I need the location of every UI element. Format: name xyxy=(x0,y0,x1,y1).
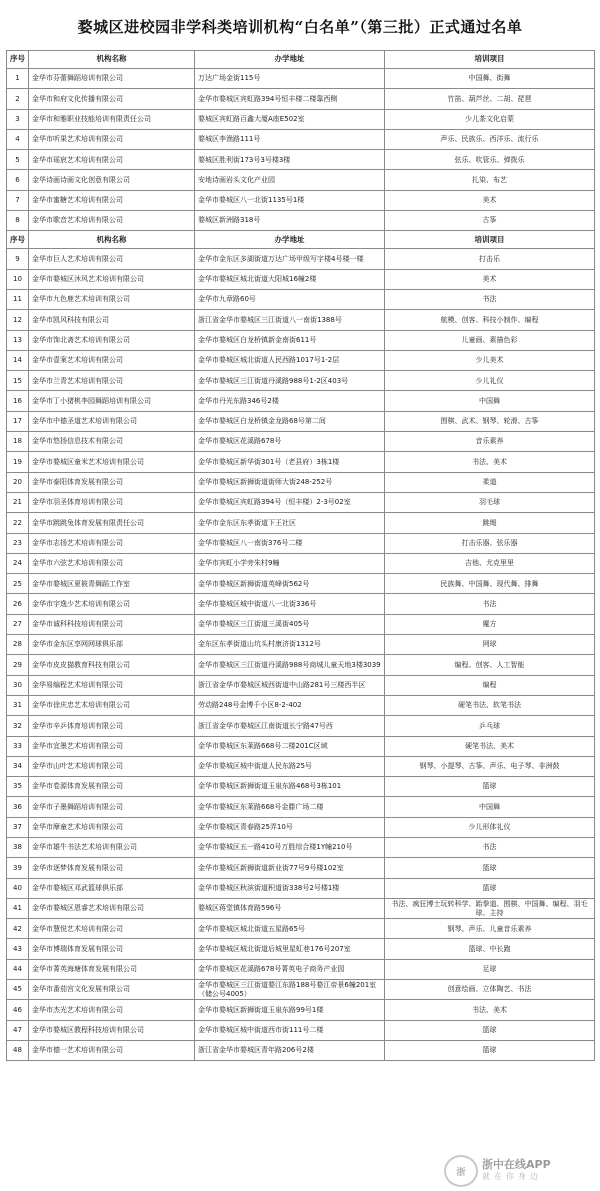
table-row xyxy=(7,432,595,452)
training-program: 书法 xyxy=(385,289,595,309)
row-number: 28 xyxy=(7,635,29,655)
school-address: 浙江省金华市婺城区青年路206号2楼 xyxy=(195,1040,385,1060)
institution-name: 金华市卷源体育发展有限公司 xyxy=(29,777,195,797)
school-address: 金华市婺城区三江街道丹溪路988号1-2区403号 xyxy=(195,371,385,391)
row-number: 36 xyxy=(7,797,29,817)
row-number: 45 xyxy=(7,980,29,1000)
training-program: 编程、创客、人工智能 xyxy=(385,655,595,675)
training-program: 篮球 xyxy=(385,777,595,797)
institution-name: 金华市番茄宫文化发展有限公司 xyxy=(29,980,195,1000)
row-number: 13 xyxy=(7,330,29,350)
row-number: 44 xyxy=(7,959,29,979)
row-number: 47 xyxy=(7,1020,29,1040)
school-address: 金华市婺城区东莱路668号金滕广场二楼 xyxy=(195,797,385,817)
training-program: 打击乐器、弦乐器 xyxy=(385,533,595,553)
row-number: 33 xyxy=(7,736,29,756)
institution-name: 金华市杰光艺术培训有限公司 xyxy=(29,1000,195,1020)
table-row xyxy=(7,310,595,330)
school-address: 婺城区胜利街173号3号楼3楼 xyxy=(195,150,385,170)
row-number: 26 xyxy=(7,594,29,614)
row-number: 5 xyxy=(7,150,29,170)
institution-name: 金华市博瑞体育发展有限公司 xyxy=(29,939,195,959)
institution-name: 金华市逐梦体育发展有限公司 xyxy=(29,858,195,878)
table-row xyxy=(7,878,595,898)
table-row xyxy=(7,190,595,210)
training-program: 篮球 xyxy=(385,1040,595,1060)
school-address: 金华市婺城区新华街301号（老县府）3栋1楼 xyxy=(195,452,385,472)
institution-name: 金华市悠扬信息技术有限公司 xyxy=(29,432,195,452)
institution-name: 金华市兰青艺术培训有限公司 xyxy=(29,371,195,391)
row-number: 2 xyxy=(7,89,29,109)
institution-name: 金华市雄牛书法艺术培训有限公司 xyxy=(29,837,195,857)
table-row xyxy=(7,533,595,553)
school-address: 金华市婺城区新狮街道英峰街562号 xyxy=(195,574,385,594)
institution-name: 金华市慧悦艺术培训有限公司 xyxy=(29,919,195,939)
table-row xyxy=(7,472,595,492)
row-number: 27 xyxy=(7,614,29,634)
training-program: 羽毛球 xyxy=(385,492,595,512)
training-program: 儿童画、素描色彩 xyxy=(385,330,595,350)
training-program: 网球 xyxy=(385,635,595,655)
column-header: 序号 xyxy=(7,231,29,249)
school-address: 金华市婺城区城北街道后城里星虹巷176号207室 xyxy=(195,939,385,959)
row-number: 1 xyxy=(7,69,29,89)
table-row xyxy=(7,980,595,1000)
training-program: 民族舞、中国舞、现代舞、排舞 xyxy=(385,574,595,594)
training-program: 弦乐、吹管乐、弹拨乐 xyxy=(385,150,595,170)
table-row xyxy=(7,716,595,736)
column-header: 机构名称 xyxy=(29,231,195,249)
school-address: 金华市金东区多湖街道万达广场甲级写字楼4号楼一楼 xyxy=(195,249,385,269)
school-address: 婺城区新洲路318号 xyxy=(195,211,385,231)
table-row xyxy=(7,919,595,939)
training-program: 书法、美术 xyxy=(385,452,595,472)
training-program: 美术 xyxy=(385,269,595,289)
school-address: 婺城区蒋堂镇体育路596号 xyxy=(195,898,385,918)
school-address: 金华市婺城区白龙桥镇新金南街611号 xyxy=(195,330,385,350)
column-header: 培训项目 xyxy=(385,51,595,69)
school-address: 金华市婺城区五一路410号万胜综合楼1Y幢210号 xyxy=(195,837,385,857)
row-number: 37 xyxy=(7,817,29,837)
training-program: 编程 xyxy=(385,675,595,695)
table-row xyxy=(7,655,595,675)
training-program: 书法 xyxy=(385,837,595,857)
table-row xyxy=(7,411,595,431)
institution-name: 金华市巨人艺术培训有限公司 xyxy=(29,249,195,269)
table-row xyxy=(7,211,595,231)
table-row xyxy=(7,452,595,472)
institution-name: 金华市歌音艺术培训有限公司 xyxy=(29,211,195,231)
table-row xyxy=(7,109,595,129)
institution-name: 金华市和府文化传播有限公司 xyxy=(29,89,195,109)
table-row xyxy=(7,513,595,533)
school-address: 金华市婺城区城北街道大阳城16幢2楼 xyxy=(195,269,385,289)
training-program: 足球 xyxy=(385,959,595,979)
table-row xyxy=(7,675,595,695)
school-address: 劳动路248号金博千小区8-2-402 xyxy=(195,695,385,715)
training-program: 篮球 xyxy=(385,1020,595,1040)
training-program: 篮球 xyxy=(385,858,595,878)
school-address: 金华市婺城区东莱路668号二楼201C区域 xyxy=(195,736,385,756)
institution-name: 金华市子墨舞蹈培训有限公司 xyxy=(29,797,195,817)
training-program: 声乐、民族乐、西洋乐、流行乐 xyxy=(385,129,595,149)
training-program: 中国舞 xyxy=(385,797,595,817)
table-row xyxy=(7,289,595,309)
training-program: 书法、疯狂博士玩转科学、跆拳道、围棋、中国舞、编程、羽毛球、主持 xyxy=(385,898,595,918)
school-address: 浙江省金华市婺城区江南街道长宁路47号西 xyxy=(195,716,385,736)
table-row xyxy=(7,797,595,817)
training-program: 美术 xyxy=(385,190,595,210)
institution-name: 金华市诚科科技培训有限公司 xyxy=(29,614,195,634)
table-row xyxy=(7,249,595,269)
training-program: 创意绘画、立体陶艺、书法 xyxy=(385,980,595,1000)
training-program: 书法、美术 xyxy=(385,1000,595,1020)
institution-name: 金华易编程艺术培训有限公司 xyxy=(29,675,195,695)
row-number: 18 xyxy=(7,432,29,452)
school-address: 金华市婺城区花溪路678号 xyxy=(195,432,385,452)
institution-name: 金华市婺城区邓武篮球俱乐部 xyxy=(29,878,195,898)
row-number: 12 xyxy=(7,310,29,330)
table-row xyxy=(7,1040,595,1060)
table-row xyxy=(7,492,595,512)
table-row xyxy=(7,330,595,350)
institution-name: 金华市婺城区夏筱青舞蹈工作室 xyxy=(29,574,195,594)
school-address: 金华市婺城区三江街道婺江东路188号婺江帝景6幢201室（储公号4005） xyxy=(195,980,385,1000)
institution-name: 金华市跳跳兔体育发展有限责任公司 xyxy=(29,513,195,533)
school-address: 万达广场金街115号 xyxy=(195,69,385,89)
table-row xyxy=(7,1000,595,1020)
institution-name: 金华市听果艺术培训有限公司 xyxy=(29,129,195,149)
institution-name: 金华市婺城区沐风艺术培训有限公司 xyxy=(29,269,195,289)
institution-name: 金华市菁英海塘体育发展有限公司 xyxy=(29,959,195,979)
training-program: 魔方 xyxy=(385,614,595,634)
training-program: 古筝 xyxy=(385,211,595,231)
table-row xyxy=(7,756,595,776)
school-address: 金华市婺城区新狮街道街师大街248-252号 xyxy=(195,472,385,492)
row-number: 29 xyxy=(7,655,29,675)
training-program: 中国舞 xyxy=(385,391,595,411)
table-row xyxy=(7,959,595,979)
school-address: 金华市婺城区宾虹路394号恒丰楼二楼靠西侧 xyxy=(195,89,385,109)
training-program: 篮球 xyxy=(385,878,595,898)
training-program: 少儿美术 xyxy=(385,350,595,370)
row-number: 22 xyxy=(7,513,29,533)
table-row xyxy=(7,150,595,170)
school-address: 金华市婺城区花溪路678号菁英电子商务产业园 xyxy=(195,959,385,979)
training-program: 柔道 xyxy=(385,472,595,492)
school-address: 金华市宾虹小学旁朱村9幢 xyxy=(195,553,385,573)
column-header: 办学地址 xyxy=(195,51,385,69)
row-number: 32 xyxy=(7,716,29,736)
table-row xyxy=(7,898,595,918)
institution-name: 金华市羽圣体育培训有限公司 xyxy=(29,492,195,512)
table-row xyxy=(7,614,595,634)
row-number: 39 xyxy=(7,858,29,878)
school-address: 金东区东孝街道山坑头村康济街1312号 xyxy=(195,635,385,655)
table-row xyxy=(7,817,595,837)
school-address: 金华市婺城区城中街道八一北街336号 xyxy=(195,594,385,614)
table-row xyxy=(7,350,595,370)
table-row xyxy=(7,1020,595,1040)
column-header: 培训项目 xyxy=(385,231,595,249)
school-address: 浙江省金华市婺城区三江街道八一南街1388号 xyxy=(195,310,385,330)
table-row xyxy=(7,553,595,573)
table-row xyxy=(7,69,595,89)
table-header-row xyxy=(7,231,595,249)
institution-name: 金华市皮皮猫教育科技有限公司 xyxy=(29,655,195,675)
training-program: 少儿茶文化启蒙 xyxy=(385,109,595,129)
institution-name: 金华市凯风科技有限公司 xyxy=(29,310,195,330)
row-number: 19 xyxy=(7,452,29,472)
training-program: 少儿礼仪 xyxy=(385,371,595,391)
app-logo-icon: 浙 xyxy=(444,1155,478,1187)
school-address: 金华市丹光东路346号2楼 xyxy=(195,391,385,411)
institution-name: 金华市婺城区教程科技培训有限公司 xyxy=(29,1020,195,1040)
training-program: 书法 xyxy=(385,594,595,614)
school-address: 金华市金东区东孝街道下王社区 xyxy=(195,513,385,533)
school-address: 浙江省金华市婺城区城西街道中山路281号三楼西半区 xyxy=(195,675,385,695)
row-number: 4 xyxy=(7,129,29,149)
institution-name: 金华市泰阳体育发展有限公司 xyxy=(29,472,195,492)
watermark-app-name: 浙中在线APP xyxy=(482,1158,551,1171)
table-row xyxy=(7,170,595,190)
training-program: 吉他、尤克里里 xyxy=(385,553,595,573)
school-address: 金华市婺城区三江街道丹溪路988号商城儿童天地3楼3039 xyxy=(195,655,385,675)
institution-name: 金华市志扬艺术培训有限公司 xyxy=(29,533,195,553)
row-number: 24 xyxy=(7,553,29,573)
app-watermark xyxy=(444,1155,594,1187)
column-header: 办学地址 xyxy=(195,231,385,249)
document-title: 婺城区进校园非学科类培训机构“白名单”（第三批）正式通过名单 xyxy=(77,18,523,36)
row-number: 8 xyxy=(7,211,29,231)
training-program: 扎染、布艺 xyxy=(385,170,595,190)
training-program: 音乐素养 xyxy=(385,432,595,452)
school-address: 金华市婺城区新狮街道玉泉东路468号3栋101 xyxy=(195,777,385,797)
school-address: 金华市婺城区秋滨街道积道街338号2号楼1楼 xyxy=(195,878,385,898)
training-program: 竹笛、葫芦丝、二胡、琵琶 xyxy=(385,89,595,109)
school-address: 婺城区宾虹路百鑫大厦A座E502室 xyxy=(195,109,385,129)
school-address: 金华市婺城区城北街道人民西路1017号1-2层 xyxy=(195,350,385,370)
training-program: 篮球、中长跑 xyxy=(385,939,595,959)
institution-table xyxy=(6,50,595,1061)
institution-name: 金华市德一艺术培训有限公司 xyxy=(29,1040,195,1060)
row-number: 48 xyxy=(7,1040,29,1060)
table-row xyxy=(7,736,595,756)
watermark-slogan: 就在你身边 xyxy=(482,1172,542,1181)
row-number: 9 xyxy=(7,249,29,269)
school-address: 金华市婺城区宾虹路394号（恒丰楼）2-3号02室 xyxy=(195,492,385,512)
institution-name: 金华市山叶艺术培训有限公司 xyxy=(29,756,195,776)
row-number: 40 xyxy=(7,878,29,898)
table-row xyxy=(7,777,595,797)
table-row xyxy=(7,371,595,391)
row-number: 20 xyxy=(7,472,29,492)
row-number: 38 xyxy=(7,837,29,857)
institution-name: 金华市和雅职业技能培训有限责任公司 xyxy=(29,109,195,129)
school-address: 金华市婺城区白龙桥镇金龙路68号第二间 xyxy=(195,411,385,431)
table-row xyxy=(7,89,595,109)
row-number: 7 xyxy=(7,190,29,210)
institution-name: 金华市芬蕾舞蹈培训有限公司 xyxy=(29,69,195,89)
institution-name: 金华市瑶宸艺术培训有限公司 xyxy=(29,150,195,170)
training-program: 航模、创客、科技小制作、编程 xyxy=(385,310,595,330)
institution-name: 金华市摩童艺术培训有限公司 xyxy=(29,817,195,837)
table-row xyxy=(7,939,595,959)
row-number: 43 xyxy=(7,939,29,959)
row-number: 46 xyxy=(7,1000,29,1020)
row-number: 21 xyxy=(7,492,29,512)
institution-name: 金华市金东区享网网球俱乐部 xyxy=(29,635,195,655)
training-program: 围棋、武术、钢琴、轮滑、古筝 xyxy=(385,411,595,431)
training-program: 跳绳 xyxy=(385,513,595,533)
school-address: 金华市婺城区三江街道三溪街405号 xyxy=(195,614,385,634)
school-address: 金华市婺城区八一南街376号二楼 xyxy=(195,533,385,553)
column-header: 序号 xyxy=(7,51,29,69)
table-row xyxy=(7,391,595,411)
training-program: 打击乐 xyxy=(385,249,595,269)
institution-name: 金华市宜墨艺术培训有限公司 xyxy=(29,736,195,756)
table-row xyxy=(7,574,595,594)
institution-name: 金华市丁小猪桃李园舞蹈培训有限公司 xyxy=(29,391,195,411)
school-address: 金华市婺城区八一北街1135号1楼 xyxy=(195,190,385,210)
row-number: 41 xyxy=(7,898,29,918)
row-number: 10 xyxy=(7,269,29,289)
school-address: 金华市九章路60号 xyxy=(195,289,385,309)
row-number: 31 xyxy=(7,695,29,715)
school-address: 安地诗画岩头文化产业园 xyxy=(195,170,385,190)
institution-name: 金华市饰北斋艺术培训有限公司 xyxy=(29,330,195,350)
institution-name: 金华市婺城区恩睿艺术培训有限公司 xyxy=(29,898,195,918)
training-program: 乒乓球 xyxy=(385,716,595,736)
row-number: 34 xyxy=(7,756,29,776)
table-row xyxy=(7,594,595,614)
school-address: 金华市婺城区城中街道人民东路25号 xyxy=(195,756,385,776)
row-number: 16 xyxy=(7,391,29,411)
row-number: 11 xyxy=(7,289,29,309)
row-number: 25 xyxy=(7,574,29,594)
table-row xyxy=(7,695,595,715)
column-header: 机构名称 xyxy=(29,51,195,69)
school-address: 金华市婺城区青春路25弄10号 xyxy=(195,817,385,837)
table-row xyxy=(7,837,595,857)
institution-name: 金华市辛乒体育培训有限公司 xyxy=(29,716,195,736)
row-number: 30 xyxy=(7,675,29,695)
training-program: 钢琴、声乐、儿童音乐素养 xyxy=(385,919,595,939)
row-number: 17 xyxy=(7,411,29,431)
table-header-row xyxy=(7,51,595,69)
training-program: 中国舞、街舞 xyxy=(385,69,595,89)
school-address: 金华市婺城区新狮街道新业街77号9号楼102室 xyxy=(195,858,385,878)
institution-name: 金华市六弦艺术培训有限公司 xyxy=(29,553,195,573)
table-row xyxy=(7,635,595,655)
institution-name: 金华市壹案艺术培训有限公司 xyxy=(29,350,195,370)
institution-name: 金华市徐庆忠艺术培训有限公司 xyxy=(29,695,195,715)
row-number: 42 xyxy=(7,919,29,939)
row-number: 23 xyxy=(7,533,29,553)
table-row xyxy=(7,858,595,878)
table-row xyxy=(7,269,595,289)
row-number: 35 xyxy=(7,777,29,797)
school-address: 婺城区李渔路111号 xyxy=(195,129,385,149)
institution-name: 金华诗画诗画文化创意有限公司 xyxy=(29,170,195,190)
row-number: 15 xyxy=(7,371,29,391)
row-number: 14 xyxy=(7,350,29,370)
table-row xyxy=(7,129,595,149)
training-program: 钢琴、小提琴、古筝、声乐、电子琴、非洲鼓 xyxy=(385,756,595,776)
school-address: 金华市婺城区城北街道五星路65号 xyxy=(195,919,385,939)
training-program: 硬笔书法、软笔书法 xyxy=(385,695,595,715)
training-program: 少儿形体礼仪 xyxy=(385,817,595,837)
school-address: 金华市婺城区新狮街道玉泉东路99号1楼 xyxy=(195,1000,385,1020)
school-address: 金华市婺城区城中街道西市街111号二楼 xyxy=(195,1020,385,1040)
training-program: 硬笔书法、美术 xyxy=(385,736,595,756)
institution-name: 金华市九色鹿艺术培训有限公司 xyxy=(29,289,195,309)
row-number: 6 xyxy=(7,170,29,190)
institution-name: 金华市蜜糖艺术培训有限公司 xyxy=(29,190,195,210)
institution-name: 金华市中德圣道艺术培训有限公司 xyxy=(29,411,195,431)
row-number: 3 xyxy=(7,109,29,129)
institution-name: 金华市宇逸少艺术培训有限公司 xyxy=(29,594,195,614)
institution-name: 金华市婺城区童米艺术培训有限公司 xyxy=(29,452,195,472)
